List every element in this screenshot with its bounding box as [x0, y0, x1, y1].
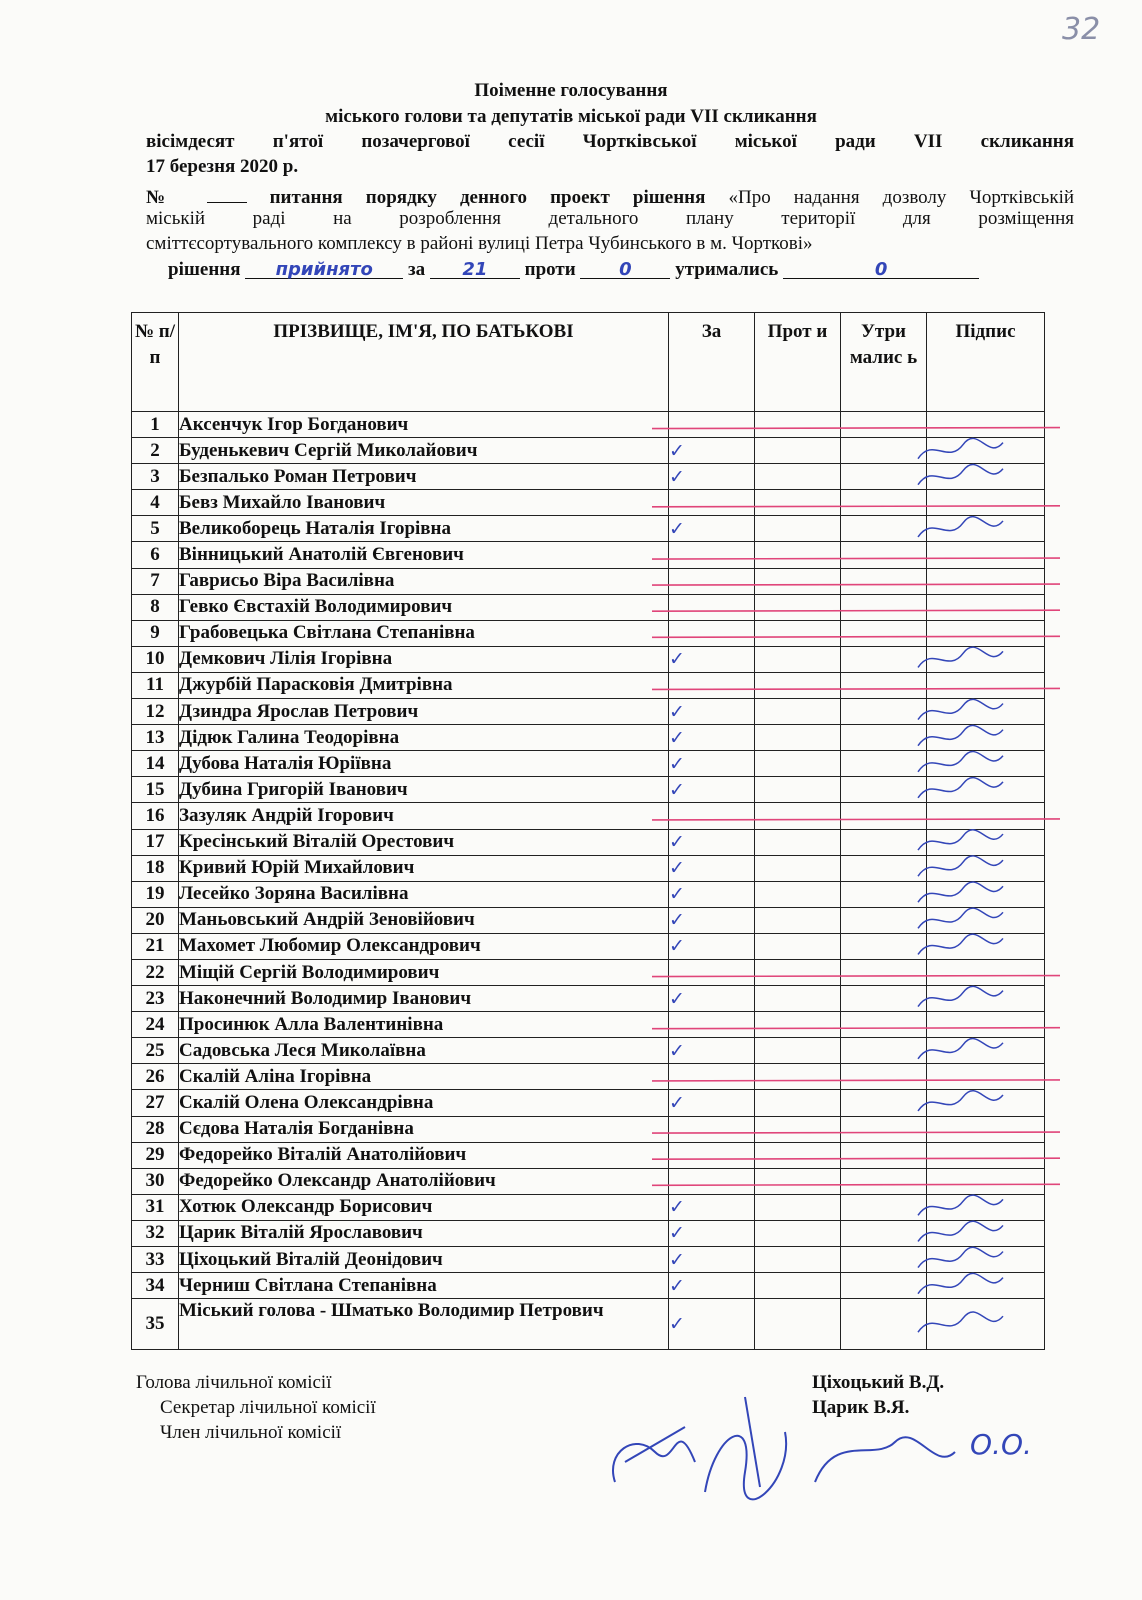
abstained-label: утримались: [675, 259, 779, 280]
row-signature: [927, 1247, 1045, 1273]
row-number: 7: [132, 568, 179, 594]
row-vote-against: [755, 777, 841, 803]
header-for: За: [669, 313, 755, 412]
row-name: Скалій Аліна Ігорівна: [179, 1064, 669, 1090]
row-number: 9: [132, 620, 179, 646]
table-row: [132, 1273, 1045, 1299]
table-row: [132, 1064, 1045, 1090]
row-number: 19: [132, 881, 179, 907]
row-vote-against: [755, 568, 841, 594]
table-row: [132, 542, 1045, 568]
row-name: Черниш Світлана Степанівна: [179, 1273, 669, 1299]
agenda-text-2: міській раді на розроблення детального плану території для розміщення: [146, 208, 1074, 229]
row-name: Гаврисьо Віра Василівна: [179, 568, 669, 594]
row-vote-against: [755, 620, 841, 646]
row-number: 14: [132, 751, 179, 777]
table-row: [132, 907, 1045, 933]
table-row: [132, 1299, 1045, 1350]
row-signature: [927, 438, 1045, 464]
row-number: 8: [132, 594, 179, 620]
row-vote-against: [755, 672, 841, 698]
row-signature: [927, 542, 1045, 568]
row-number: 32: [132, 1220, 179, 1246]
for-value: 21: [462, 259, 488, 280]
member-name: О.О.: [970, 1428, 1032, 1461]
row-name: Наконечний Володимир Іванович: [179, 986, 669, 1012]
row-vote-against: [755, 751, 841, 777]
agenda-number-blank: [207, 182, 247, 203]
row-name: Великоборець Наталія Ігорівна: [179, 516, 669, 542]
table-row: [132, 959, 1045, 985]
row-signature: [927, 1116, 1045, 1142]
row-vote-abstained: [841, 1273, 927, 1299]
row-vote-for: ✓: [669, 777, 755, 803]
row-signature: [927, 881, 1045, 907]
table-row: [132, 516, 1045, 542]
row-name: Ціхоцький Віталій Деонідович: [179, 1247, 669, 1273]
row-name: Вінницький Анатолій Євгенович: [179, 542, 669, 568]
session-line: вісімдесят п'ятої позачергової сесії Чортківської міської ради VII скликання: [146, 131, 1074, 152]
table-row: [132, 777, 1045, 803]
row-vote-against: [755, 1273, 841, 1299]
row-number: 21: [132, 933, 179, 959]
secretary-name: Царик В.Я.: [812, 1397, 910, 1418]
row-vote-against: [755, 881, 841, 907]
row-number: 5: [132, 516, 179, 542]
table-row: [132, 699, 1045, 725]
row-signature: [927, 1168, 1045, 1194]
row-vote-against: [755, 959, 841, 985]
row-name: Безпалько Роман Петрович: [179, 464, 669, 490]
row-vote-for: ✓: [669, 1194, 755, 1220]
row-signature: [927, 1012, 1045, 1038]
table-row: [132, 412, 1045, 438]
row-name: Гевко Євстахій Володимирович: [179, 594, 669, 620]
table-row: [132, 620, 1045, 646]
row-number: 16: [132, 803, 179, 829]
secretary-label: Секретар лічильної комісії: [160, 1397, 376, 1418]
table-row: [132, 1194, 1045, 1220]
row-vote-against: [755, 907, 841, 933]
row-signature: [927, 620, 1045, 646]
row-vote-against: [755, 829, 841, 855]
row-number: 31: [132, 1194, 179, 1220]
row-vote-abstained: [841, 1116, 927, 1142]
row-name: Федорейко Олександр Анатолійович: [179, 1168, 669, 1194]
row-number: 11: [132, 672, 179, 698]
row-vote-for: ✓: [669, 855, 755, 881]
row-vote-for: [669, 672, 755, 698]
row-vote-for: ✓: [669, 986, 755, 1012]
row-vote-against: [755, 1194, 841, 1220]
row-name: Буденькевич Сергій Миколайович: [179, 438, 669, 464]
table-row: [132, 1090, 1045, 1116]
row-signature: [927, 777, 1045, 803]
chair-label: Голова лічильної комісії: [136, 1372, 332, 1393]
row-vote-abstained: [841, 516, 927, 542]
row-vote-for: [669, 412, 755, 438]
row-vote-abstained: [841, 855, 927, 881]
row-name: Грабовецька Світлана Степанівна: [179, 620, 669, 646]
row-vote-abstained: [841, 1299, 927, 1350]
table-row: [132, 986, 1045, 1012]
row-signature: [927, 1194, 1045, 1220]
row-vote-abstained: [841, 829, 927, 855]
row-number: 27: [132, 1090, 179, 1116]
row-vote-abstained: [841, 672, 927, 698]
row-name: Садовська Леся Миколаївна: [179, 1038, 669, 1064]
row-vote-for: [669, 490, 755, 516]
row-name: Хотюк Олександр Борисович: [179, 1194, 669, 1220]
row-vote-for: [669, 959, 755, 985]
document-title: Поіменне голосування: [474, 80, 668, 101]
decision-value: прийнято: [275, 259, 373, 280]
row-vote-abstained: [841, 568, 927, 594]
row-signature: [927, 516, 1045, 542]
table-row: [132, 829, 1045, 855]
row-vote-for: [669, 568, 755, 594]
row-vote-abstained: [841, 1090, 927, 1116]
row-vote-for: ✓: [669, 1273, 755, 1299]
session-date: 17 березня 2020 р.: [146, 156, 299, 177]
table-row: [132, 725, 1045, 751]
row-vote-against: [755, 1012, 841, 1038]
row-vote-for: ✓: [669, 829, 755, 855]
header-number: № п/п: [132, 313, 179, 412]
page-number: 32: [1062, 12, 1101, 47]
row-vote-abstained: [841, 1168, 927, 1194]
row-name: Бевз Михайло Іванович: [179, 490, 669, 516]
table-row: [132, 1142, 1045, 1168]
row-vote-abstained: [841, 646, 927, 672]
table-row: [132, 568, 1045, 594]
row-vote-abstained: [841, 438, 927, 464]
row-number: 17: [132, 829, 179, 855]
row-number: 35: [132, 1299, 179, 1350]
row-vote-against: [755, 1038, 841, 1064]
row-name: Міський голова - Шматько Володимир Петрович: [179, 1299, 669, 1350]
row-vote-abstained: [841, 725, 927, 751]
row-signature: [927, 568, 1045, 594]
row-vote-for: [669, 594, 755, 620]
row-vote-abstained: [841, 1194, 927, 1220]
table-row: [132, 1168, 1045, 1194]
row-vote-against: [755, 542, 841, 568]
row-signature: [927, 490, 1045, 516]
row-number: 4: [132, 490, 179, 516]
row-name: Сєдова Наталія Богданівна: [179, 1116, 669, 1142]
row-vote-against: [755, 412, 841, 438]
row-vote-abstained: [841, 986, 927, 1012]
row-name: Зазуляк Андрій Ігорович: [179, 803, 669, 829]
row-number: 33: [132, 1247, 179, 1273]
for-label: за: [408, 259, 426, 280]
chair-name: Ціхоцький В.Д.: [812, 1372, 945, 1393]
row-signature: [927, 986, 1045, 1012]
row-vote-against: [755, 594, 841, 620]
row-vote-abstained: [841, 620, 927, 646]
table-row: [132, 803, 1045, 829]
table-row: [132, 1220, 1045, 1246]
row-number: 26: [132, 1064, 179, 1090]
voting-table: [131, 312, 1045, 1350]
row-vote-for: [669, 1012, 755, 1038]
row-signature: [927, 855, 1045, 881]
row-vote-against: [755, 803, 841, 829]
row-number: 10: [132, 646, 179, 672]
row-name: Джурбій Парасковія Дмитрівна: [179, 672, 669, 698]
row-vote-for: ✓: [669, 1220, 755, 1246]
table-row: [132, 855, 1045, 881]
decision-label: рішення: [168, 259, 241, 280]
row-vote-abstained: [841, 490, 927, 516]
row-name: Скалій Олена Олександрівна: [179, 1090, 669, 1116]
row-signature: [927, 646, 1045, 672]
row-name: Маньовський Андрій Зеновійович: [179, 907, 669, 933]
row-number: 28: [132, 1116, 179, 1142]
agenda-prefix: №: [146, 187, 184, 208]
row-vote-against: [755, 438, 841, 464]
row-vote-for: ✓: [669, 438, 755, 464]
table-row: [132, 933, 1045, 959]
row-name: Міщій Сергій Володимирович: [179, 959, 669, 985]
row-vote-for: ✓: [669, 646, 755, 672]
row-name: Махомет Любомир Олександрович: [179, 933, 669, 959]
row-signature: [927, 412, 1045, 438]
row-signature: [927, 1142, 1045, 1168]
row-vote-against: [755, 1168, 841, 1194]
row-vote-against: [755, 855, 841, 881]
header-abstained: Утри малис ь: [841, 313, 927, 412]
row-vote-abstained: [841, 751, 927, 777]
row-vote-for: ✓: [669, 516, 755, 542]
row-vote-for: ✓: [669, 907, 755, 933]
table-row: [132, 646, 1045, 672]
row-vote-abstained: [841, 1064, 927, 1090]
table-row: [132, 881, 1045, 907]
row-signature: [927, 1220, 1045, 1246]
row-number: 15: [132, 777, 179, 803]
row-number: 23: [132, 986, 179, 1012]
row-vote-for: ✓: [669, 1090, 755, 1116]
row-name: Аксенчук Ігор Богданович: [179, 412, 669, 438]
row-signature: [927, 907, 1045, 933]
row-vote-for: ✓: [669, 933, 755, 959]
row-vote-against: [755, 1064, 841, 1090]
row-signature: [927, 959, 1045, 985]
row-vote-abstained: [841, 777, 927, 803]
table-row: [132, 1116, 1045, 1142]
row-vote-for: [669, 1064, 755, 1090]
row-number: 2: [132, 438, 179, 464]
table-row: [132, 438, 1045, 464]
member-label: Член лічильної комісії: [160, 1422, 342, 1443]
row-vote-against: [755, 1220, 841, 1246]
row-vote-abstained: [841, 464, 927, 490]
row-vote-for: [669, 803, 755, 829]
row-vote-for: ✓: [669, 1299, 755, 1350]
row-vote-for: ✓: [669, 881, 755, 907]
row-vote-abstained: [841, 881, 927, 907]
table-row: [132, 464, 1045, 490]
table-header-row: [132, 313, 1045, 412]
row-vote-for: [669, 1116, 755, 1142]
row-number: 13: [132, 725, 179, 751]
row-number: 3: [132, 464, 179, 490]
row-signature: [927, 725, 1045, 751]
row-number: 20: [132, 907, 179, 933]
row-vote-abstained: [841, 699, 927, 725]
row-number: 22: [132, 959, 179, 985]
row-number: 24: [132, 1012, 179, 1038]
header-against: Прот и: [755, 313, 841, 412]
row-name: Лесейко Зоряна Василівна: [179, 881, 669, 907]
row-vote-for: ✓: [669, 751, 755, 777]
row-name: Просинюк Алла Валентинівна: [179, 1012, 669, 1038]
row-vote-against: [755, 490, 841, 516]
row-number: 25: [132, 1038, 179, 1064]
header-signature: Підпис: [927, 313, 1045, 412]
row-vote-against: [755, 699, 841, 725]
row-signature: [927, 672, 1045, 698]
table-row: [132, 751, 1045, 777]
row-signature: [927, 1273, 1045, 1299]
row-vote-abstained: [841, 412, 927, 438]
row-vote-abstained: [841, 594, 927, 620]
row-name: Дідюк Галина Теодорівна: [179, 725, 669, 751]
row-signature: [927, 464, 1045, 490]
row-vote-abstained: [841, 1247, 927, 1273]
row-name: Кресінський Віталій Орестович: [179, 829, 669, 855]
row-signature: [927, 803, 1045, 829]
decision-line: [168, 258, 1096, 282]
row-vote-for: ✓: [669, 464, 755, 490]
row-name: Царик Віталій Ярославович: [179, 1220, 669, 1246]
against-value: 0: [619, 259, 632, 280]
row-vote-abstained: [841, 542, 927, 568]
table-body: [132, 412, 1045, 1350]
row-signature: [927, 829, 1045, 855]
row-signature: [927, 699, 1045, 725]
row-vote-against: [755, 933, 841, 959]
row-vote-for: [669, 1142, 755, 1168]
row-vote-for: ✓: [669, 725, 755, 751]
row-vote-against: [755, 725, 841, 751]
abstained-value: 0: [874, 259, 888, 280]
agenda-text-3: сміттєсортувального комплексу в районі вулиці Петра Чубинського в м. Чорткові»: [146, 233, 813, 254]
row-vote-against: [755, 516, 841, 542]
row-vote-abstained: [841, 1220, 927, 1246]
header-name: ПРІЗВИЩЕ, ІМ'Я, ПО БАТЬКОВІ: [179, 313, 669, 412]
row-vote-against: [755, 646, 841, 672]
agenda-label: питання порядку денного проект рішення: [269, 187, 706, 208]
table-row: [132, 1038, 1045, 1064]
row-name: Дубова Наталія Юріївна: [179, 751, 669, 777]
row-vote-against: [755, 1247, 841, 1273]
row-vote-for: ✓: [669, 699, 755, 725]
row-vote-abstained: [841, 907, 927, 933]
row-number: 18: [132, 855, 179, 881]
row-number: 34: [132, 1273, 179, 1299]
row-vote-abstained: [841, 1012, 927, 1038]
row-vote-for: ✓: [669, 1038, 755, 1064]
table-row: [132, 490, 1045, 516]
row-name: Дзиндра Ярослав Петрович: [179, 699, 669, 725]
row-signature: [927, 1299, 1045, 1350]
row-number: 1: [132, 412, 179, 438]
row-vote-against: [755, 1116, 841, 1142]
row-signature: [927, 1064, 1045, 1090]
against-label: проти: [524, 259, 576, 280]
row-vote-against: [755, 986, 841, 1012]
row-vote-against: [755, 1142, 841, 1168]
row-vote-abstained: [841, 959, 927, 985]
row-vote-abstained: [841, 933, 927, 959]
row-number: 6: [132, 542, 179, 568]
row-vote-for: [669, 1168, 755, 1194]
commission-signatures: [595, 1392, 975, 1502]
row-vote-abstained: [841, 1142, 927, 1168]
table-row: [132, 1012, 1045, 1038]
row-vote-against: [755, 1299, 841, 1350]
row-vote-for: [669, 542, 755, 568]
row-signature: [927, 1038, 1045, 1064]
row-vote-against: [755, 1090, 841, 1116]
row-vote-for: [669, 620, 755, 646]
table-row: [132, 594, 1045, 620]
agenda-line: [146, 182, 1074, 210]
row-vote-abstained: [841, 803, 927, 829]
row-name: Федорейко Віталій Анатолійович: [179, 1142, 669, 1168]
table-row: [132, 1247, 1045, 1273]
row-name: Демкович Лілія Ігорівна: [179, 646, 669, 672]
row-signature: [927, 751, 1045, 777]
row-vote-abstained: [841, 1038, 927, 1064]
row-number: 30: [132, 1168, 179, 1194]
document-subtitle: міського голови та депутатів міської ради VII скликання: [325, 106, 817, 127]
row-number: 29: [132, 1142, 179, 1168]
agenda-text-1: «Про надання дозволу Чортківській: [728, 187, 1075, 208]
row-vote-for: ✓: [669, 1247, 755, 1273]
row-name: Дубина Григорій Іванович: [179, 777, 669, 803]
row-name: Кривий Юрій Михайлович: [179, 855, 669, 881]
row-vote-against: [755, 464, 841, 490]
table-row: [132, 672, 1045, 698]
row-signature: [927, 1090, 1045, 1116]
row-signature: [927, 933, 1045, 959]
row-number: 12: [132, 699, 179, 725]
row-signature: [927, 594, 1045, 620]
